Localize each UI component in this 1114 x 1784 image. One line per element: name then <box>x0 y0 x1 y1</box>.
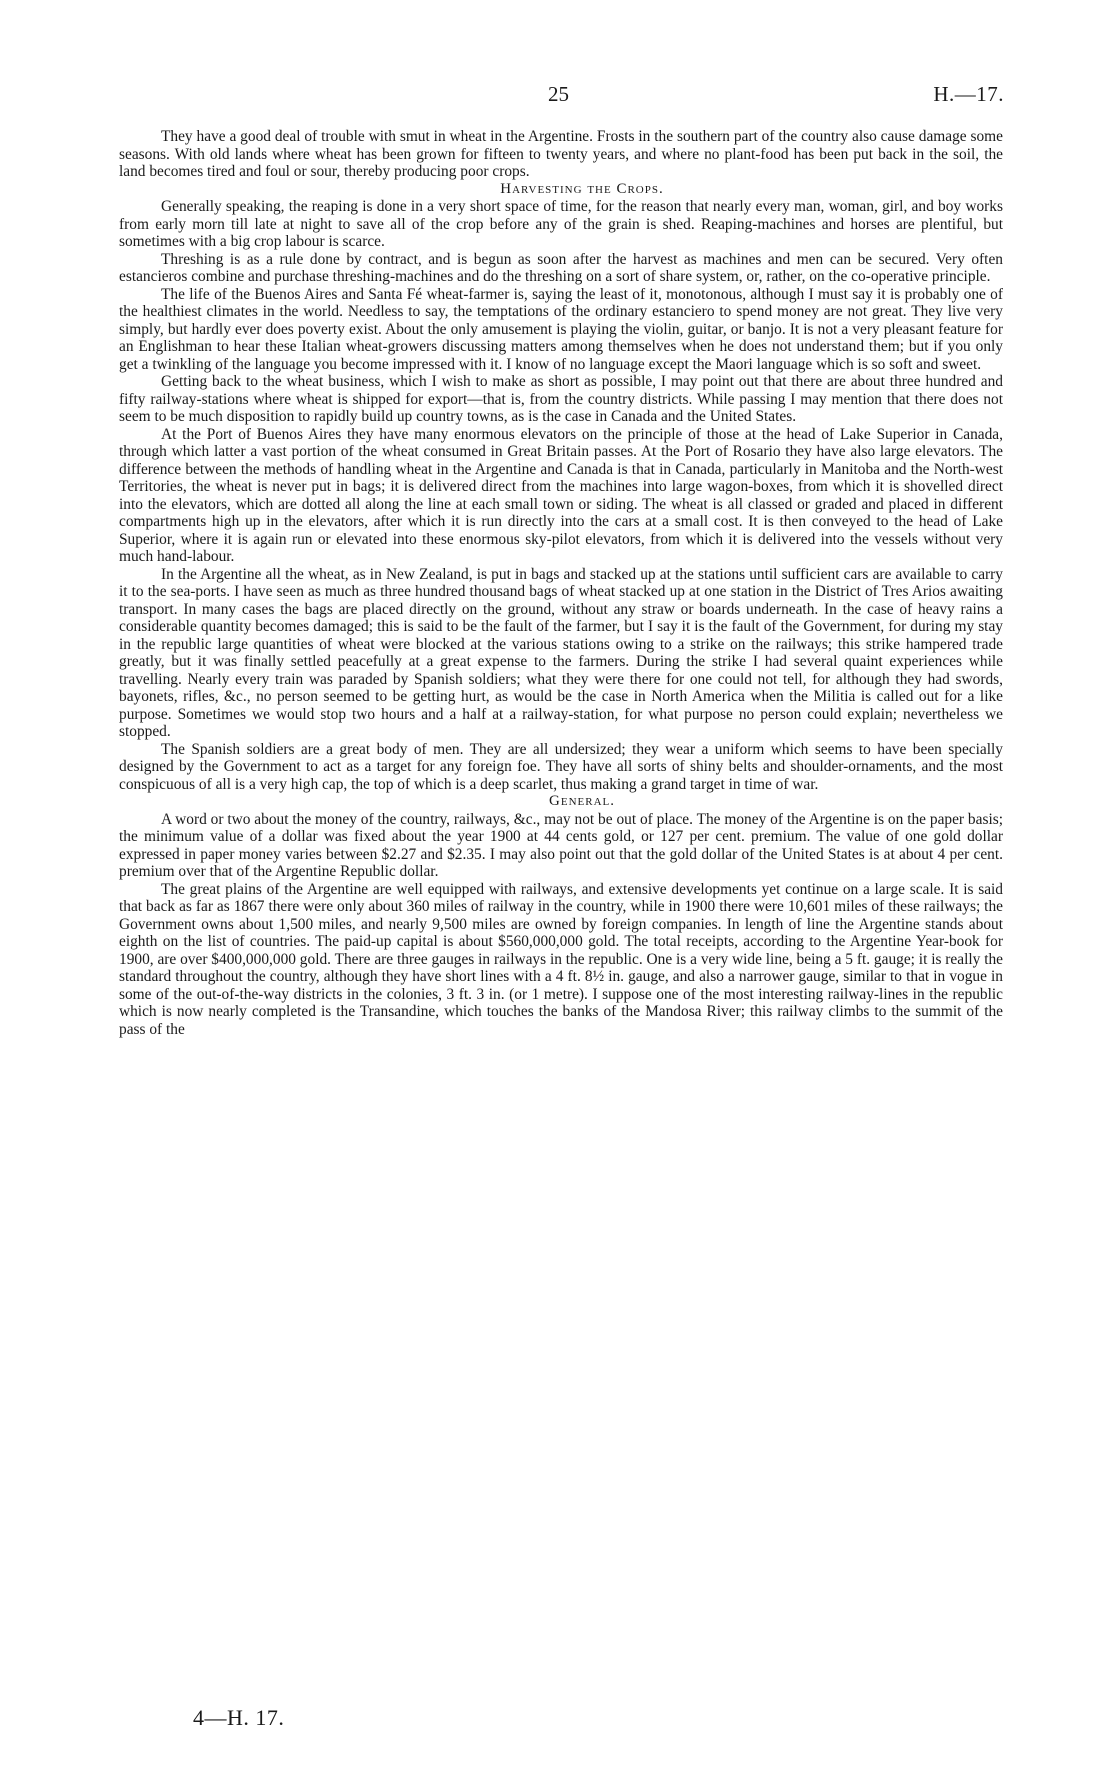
paragraph: The great plains of the Argentine are well equipped with railways, and extensive developments yet continue on a large scale. It is said that back as far as 1867 there were only about 360 miles of railway in the country, while in 1900 there were 10,601 miles of these railways; the Government owns about 1,500 miles, and nearly 9,500 miles are owned by foreign companies. In length of line the Argentine stands about eighth on the list of countries. The paid-up capital is about $560,000,000 gold. The total receipts, according to the Argentine Year-book for 1900, are over $400,000,000 gold. There are three gauges in railways in the republic. One is a very wide line, being a 5 ft. gauge; it is really the standard throughout the country, although they have short lines with a 4 ft. 8½ in. gauge, and also a narrower gauge, similar to that in vogue in some of the out-of-the-way districts in the colonies, 3 ft. 3 in. (or 1 metre). I suppose one of the most interesting railway-lines in the republic which is now nearly completed is the Transandine, which touches the banks of the Mandosa River; this railway climbs to the summit of the pass of the <box>119 880 1003 1038</box>
document-reference: H.—17. <box>933 82 1004 106</box>
paragraph: They have a good deal of trouble with smut in wheat in the Argentine. Frosts in the southern part of the country also cause damage some seasons. With old lands where wheat has been grown for fifteen to twenty years, and where no plant-food has been put back in the soil, the land becomes tired and foul or sour, thereby producing poor crops. <box>119 128 1003 180</box>
section-heading-harvesting: Harvesting the Crops. <box>500 180 664 197</box>
paragraph: Getting back to the wheat business, which I wish to make as short as possible, I may point out that there are about three hundred and fifty railway-stations where wheat is shipped for export—that is, from the country districts. While passing I may mention that there does not seem to be much disposition to rapidly build up country towns, as is the case in Canada and the United States. <box>119 373 1003 425</box>
paragraph: Threshing is as a rule done by contract, and is begun as soon after the harvest as machines and men can be secured. Very often estancieros combine and purchase threshing-machines and do the threshing on a sort of share system, or, rather, on the co-operative principle. <box>119 250 1003 285</box>
signature-mark: 4—H. 17. <box>193 1705 285 1730</box>
paragraph: Generally speaking, the reaping is done in a very short space of time, for the reason that nearly every man, woman, girl, and boy works from early morn till late at night to save all of the crop before any of the grain is shed. Reaping-machines and horses are plentiful, but sometimes with a big crop labour is scarce. <box>119 198 1003 250</box>
paragraph: At the Port of Buenos Aires they have many enormous elevators on the principle of those at the head of Lake Superior in Canada, through which latter a vast portion of the wheat consumed in Great Britain passes. At the Port of Rosario they have also large elevators. The difference between the methods of handling wheat in the Argentine and Canada is that in Canada, particularly in Manitoba and the North-west Territories, the wheat is never put in bags; it is delivered direct from the machines into large wagon-boxes, from which it is shovelled direct into the elevators, which are dotted all along the line at each small town or siding. The wheat is all classed or graded and placed in different compartments high up in the elevators, after which it is run directly into the cars at a small cost. It is then conveyed to the head of Lake Superior, where it is again run or elevated into these enormous sky-pilot elevators, from which it is delivered into the vessels without very much hand-labour. <box>119 425 1003 565</box>
section-heading-general: General. <box>549 793 615 809</box>
page-header <box>0 82 1114 112</box>
paragraph: The life of the Buenos Aires and Santa Fé wheat-farmer is, saying the least of it, monotonous, although I must say it is probably one of the healthiest climates in the world. Needless to say, the temptations of the ordinary estanciero to spend money are not great. They live very simply, but hardly ever does poverty exist. About the only amusement is playing the violin, guitar, or banjo. It is not a very pleasant feature for an Englishman to hear these Italian wheat-growers discussing matters among themselves when he does not understand them; but if you only get a twinkling of the language you become impressed with it. I know of no language except the Maori language which is so soft and sweet. <box>119 285 1003 373</box>
page-number: 25 <box>548 82 569 106</box>
paragraph: A word or two about the money of the country, railways, &c., may not be out of place. The money of the Argentine is on the paper basis; the minimum value of a dollar was fixed about the year 1900 at 44 cents gold, or 127 per cent. premium. The value of one gold dollar expressed in paper money varies between $2.27 and $2.35. I may also point out that the gold dollar of the United States is at about 4 per cent. premium over that of the Argentine Republic dollar. <box>119 810 1003 880</box>
paragraph: In the Argentine all the wheat, as in New Zealand, is put in bags and stacked up at the stations until sufficient cars are available to carry it to the sea-ports. I have seen as much as three hundred thousand bags of wheat stacked up at one station in the District of Tres Arios awaiting transport. In many cases the bags are placed directly on the ground, without any straw or boards underneath. In the case of heavy rains a considerable quantity becomes damaged; this is said to be the fault of the farmer, but I say it is the fault of the Government, for during my stay in the republic large quantities of wheat were blocked at the various stations owing to a strike on the railways; this strike hampered trade greatly, but it was finally settled peacefully at a great expense to the farmers. During the strike I had several quaint experiences while travelling. Nearly every train was paraded by Spanish soldiers; what they were there for one could not tell, for although they had swords, bayonets, rifles, &c., no person seemed to be getting hurt, as would be the case in North America when the Militia is called out for a like purpose. Sometimes we would stop two hours and a half at a railway-station, for what purpose no person could explain; nevertheless we stopped. <box>119 565 1003 740</box>
document-body <box>119 128 1003 1038</box>
paragraph: The Spanish soldiers are a great body of men. They are all undersized; they wear a uniform which seems to have been specially designed by the Government to act as a target for any foreign foe. They have all sorts of shiny belts and shoulder-ornaments, and the most conspicuous of all is a very high cap, the top of which is a deep scarlet, thus making a grand target in time of war. <box>119 740 1003 793</box>
